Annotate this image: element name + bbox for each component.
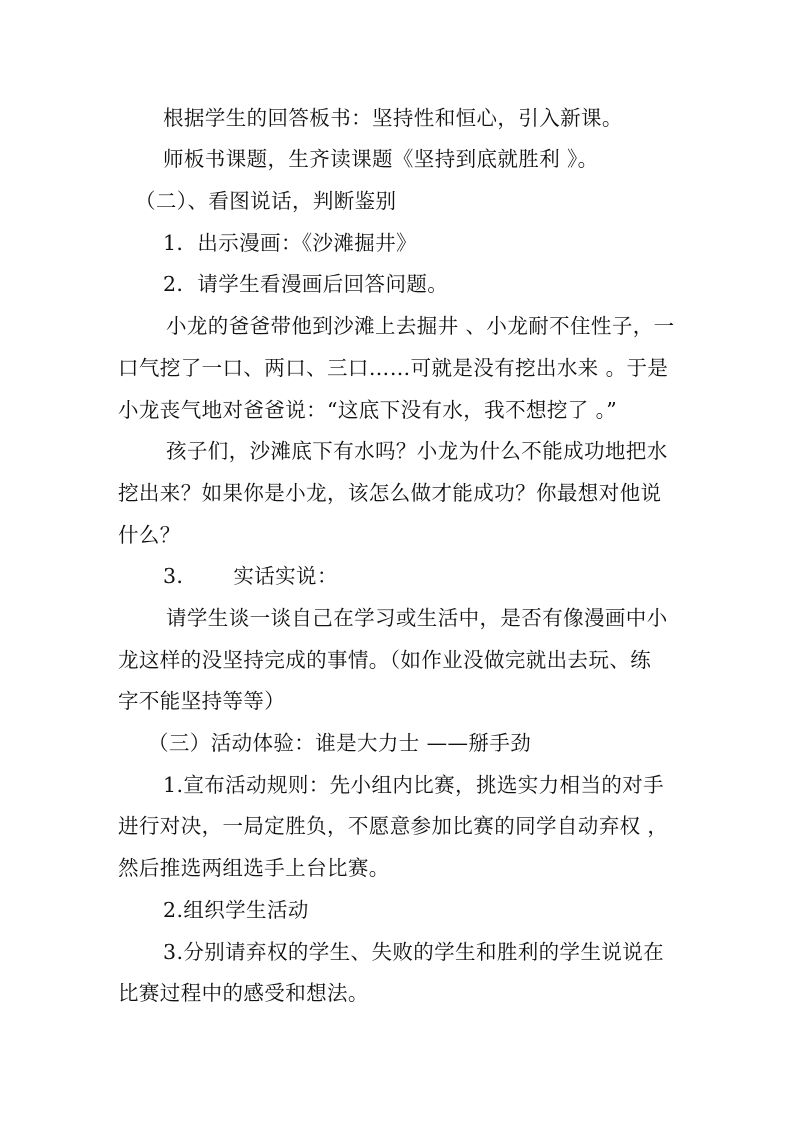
paragraph-line: 挖出来？如果你是小龙，该怎么做才能成功？你最想对他说 [118,481,662,505]
paragraph-line: 龙这样的没坚持完成的事情。（如作业没做完就出去玩、练 [118,648,652,672]
paragraph-line: 孩子们，沙滩底下有水吗？小龙为什么不能成功地把水 [166,439,668,463]
list-item: 2．请学生看漫画后回答问题。 [163,272,449,296]
list-text: 实话实说： [233,564,338,588]
list-item: 1．出示漫画：《沙滩掘井》 [163,231,417,255]
list-number: 3． [163,564,198,588]
paragraph-line: 请学生谈一谈自己在学习或生活中，是否有像漫画中小 [166,606,668,630]
paragraph-line: 根据学生的回答板书：坚持性和恒心，引入新课。 [163,106,623,130]
paragraph-line: 小龙丧气地对爸爸说：“这底下没有水，我不想挖了 。” [118,398,618,422]
list-item: 2.组织学生活动 [163,898,309,922]
list-item: 3.分别请弃权的学生、失败的学生和胜利的学生说说在 [163,940,665,964]
paragraph-line: 口气挖了一口、两口、三口……可就是没有挖出水来 。于是 [118,356,669,380]
paragraph-line: 小龙的爸爸带他到沙滩上去掘井 、小龙耐不住性子，一 [166,314,675,338]
paragraph-line: 什么？ [118,523,181,547]
list-item [163,562,794,590]
paragraph-line: 师板书课题，生齐读课题《坚持到底就胜利 》。 [163,147,599,171]
paragraph-line: 字不能坚持等等） [118,689,286,713]
paragraph-line: 比赛过程中的感受和想法。 [118,981,369,1005]
section-heading: （三）活动体验：谁是大力士 ——掰手劲 [148,731,532,755]
paragraph-line: 进行对决，一局定胜负，不愿意参加比赛的同学自动弃权 ， [118,814,669,838]
section-heading: （二）、看图说话，判断鉴别 [135,189,397,213]
paragraph-line: 然后推选两组选手上台比赛。 [118,856,390,880]
list-item: 1.宣布活动规则：先小组内比赛，挑选实力相当的对手 [163,773,665,797]
